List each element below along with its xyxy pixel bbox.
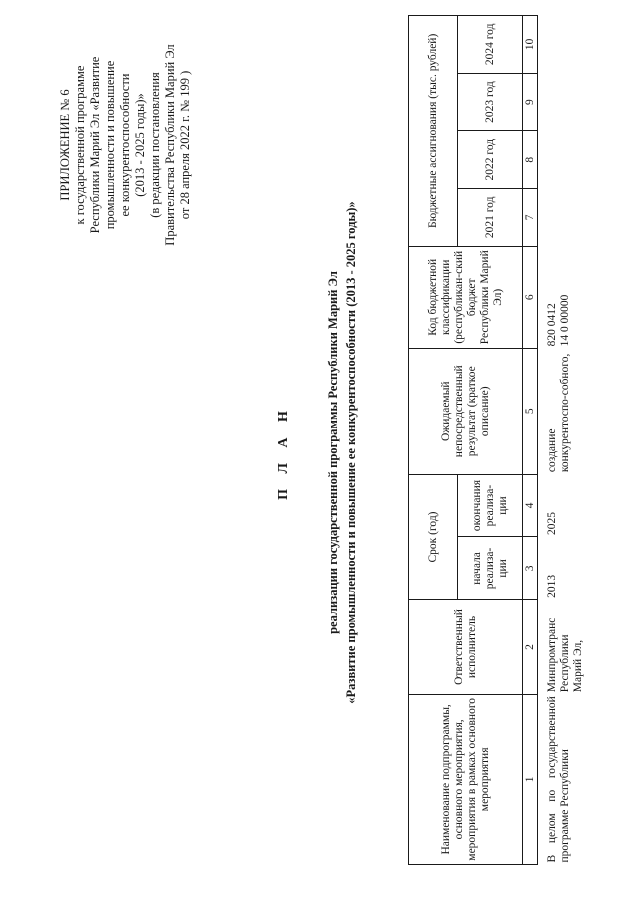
- plan-program-name: «Развитие промышленности и повышение ее конкурентоспособности (2013 - 2025 годы)»: [344, 201, 358, 704]
- row-value-2021: [538, 189, 587, 247]
- column-number: 7: [523, 189, 538, 247]
- header-result: Ожидаемый непосредственный результат (краткое описание): [409, 348, 523, 474]
- row-result: создание конкурентоспо-собного,: [546, 353, 571, 473]
- row-executor: Минпромтранс Республики Марий Эл,: [546, 617, 584, 693]
- appendix-header: [58, 25, 193, 265]
- column-number: 10: [523, 16, 538, 74]
- plan-subtitle: реализации государственной программы Республики Марий Эл: [326, 271, 340, 634]
- header-budget-code: Код бюджетной классификации (республикан-ский бюджет Республики Марий Эл): [409, 246, 523, 348]
- column-number: 5: [523, 348, 538, 474]
- appendix-line: от 28 апреля 2022 г. № 199 ): [178, 70, 192, 220]
- header-term: Срок (год): [409, 474, 458, 600]
- appendix-line: ее конкурентоспособности: [118, 73, 132, 217]
- row-start-year: 2013: [546, 574, 558, 598]
- row-value-2024: [538, 16, 587, 74]
- column-number: 9: [523, 73, 538, 131]
- budget-code-line: 820 0412: [546, 303, 558, 347]
- appendix-line: (2013 - 2025 годы)»: [133, 93, 147, 197]
- column-number: 8: [523, 131, 538, 189]
- plan-title: П Л А Н: [276, 405, 291, 500]
- appendix-line: промышленности и повышение: [103, 60, 117, 230]
- column-number: 6: [523, 246, 538, 348]
- column-number: 1: [523, 694, 538, 864]
- budget-code-line: 14 0 00000: [559, 294, 571, 347]
- column-number: 3: [523, 537, 538, 600]
- appendix-line: ПРИЛОЖЕНИЕ № 6: [58, 89, 72, 201]
- row-name: В целом по государственной программе Республики: [546, 696, 571, 863]
- header-executor: Ответственный исполнитель: [409, 600, 523, 694]
- appendix-line: (в редакции постановления: [148, 72, 162, 218]
- header-term-end: окончания реализа-ции: [458, 474, 523, 537]
- column-number: 2: [523, 600, 538, 694]
- header-term-start: начала реализа-ции: [458, 537, 523, 600]
- header-year-2022: 2022 год: [458, 131, 523, 189]
- plan-table: [408, 15, 586, 865]
- appendix-line: Правительства Республики Марий Эл: [163, 44, 177, 246]
- row-budget-code: [538, 246, 587, 348]
- row-end-year: 2025: [546, 511, 558, 535]
- header-budget: Бюджетные ассигнования (тыс. рублей): [409, 16, 458, 247]
- appendix-line: к государственной программе: [73, 65, 87, 225]
- table-row: [538, 16, 587, 865]
- header-name: Наименование подпрограммы, основного мероприятия, мероприятия в рамках основного мероприятия: [409, 694, 523, 864]
- row-value-2023: [538, 73, 587, 131]
- header-year-2024: 2024 год: [458, 16, 523, 74]
- row-value-2022: [538, 131, 587, 189]
- header-year-2023: 2023 год: [458, 73, 523, 131]
- appendix-line: Республики Марий Эл «Развитие: [88, 56, 102, 234]
- header-year-2021: 2021 год: [458, 189, 523, 247]
- column-number: 4: [523, 474, 538, 537]
